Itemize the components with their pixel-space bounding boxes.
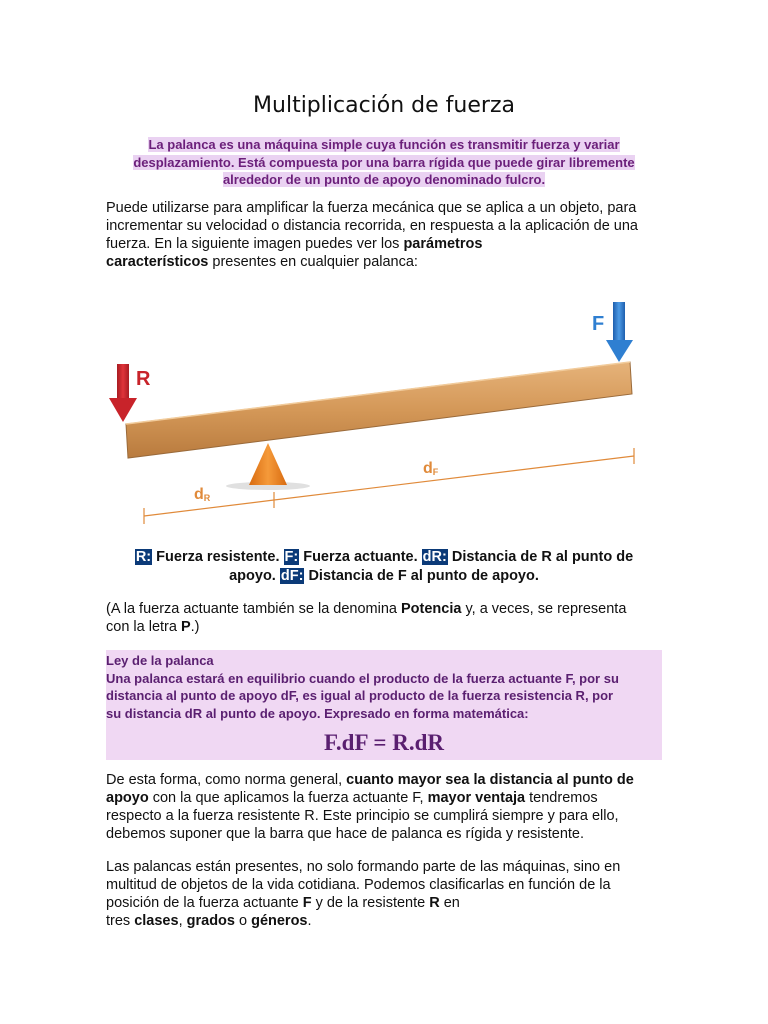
bold-term: clases xyxy=(134,913,179,929)
text-line: (A la fuerza actuante también se la denomina xyxy=(106,601,402,617)
text-line: posición de la fuerza actuante xyxy=(106,895,303,911)
acting-force-arrow xyxy=(606,302,633,362)
caption-text: Distancia de R al punto de xyxy=(447,549,634,565)
bold-term: parámetros xyxy=(403,236,483,252)
bold-term: F xyxy=(302,895,312,911)
intro-line: La palanca es una máquina simple cuya función es transmitir fuerza y variar xyxy=(148,137,620,152)
text-line: su distancia dR al punto de apoyo. Expresado en forma matemática: xyxy=(106,705,529,721)
mechanical-advantage-paragraph xyxy=(106,771,666,843)
bold-term: apoyo xyxy=(106,790,149,806)
bold-term: cuanto mayor sea la distancia al punto de xyxy=(346,772,634,788)
bold-term: P xyxy=(180,619,191,635)
text-line: , xyxy=(178,913,187,929)
bold-term: grados xyxy=(186,913,235,929)
tag-dr: dR: xyxy=(422,549,447,565)
text-line: con la que aplicamos la fuerza actuante F, xyxy=(148,790,428,806)
tag-df: dF: xyxy=(280,568,304,584)
bold-term: géneros xyxy=(251,913,308,929)
text-line: Puede utilizarse para amplificar la fuerza mecánica que se aplica a un objeto, para xyxy=(106,200,637,216)
resistant-force-arrow xyxy=(109,364,137,422)
text-line: fuerza. En la siguiente imagen puedes ver los xyxy=(106,236,404,252)
caption-text: Distancia de F al punto de apoyo. xyxy=(304,568,539,584)
lever-formula: F.dF = R.dR xyxy=(323,730,445,755)
lever-law-heading: Ley de la palanca xyxy=(106,653,214,668)
page-title: Multiplicación de fuerza xyxy=(253,93,515,118)
text-line: y de la resistente xyxy=(311,895,430,911)
intro-line: desplazamiento. Está compuesta por una barra rígida que puede girar libremente xyxy=(133,154,635,170)
fulcrum-triangle xyxy=(249,443,287,485)
label-dr: dR xyxy=(194,486,211,503)
intro-line: alrededor de un punto de apoyo denominado fulcro. xyxy=(222,172,546,187)
text-line: multitud de objetos de la vida cotidiana. Podemos clasificarlas en función de la xyxy=(106,877,611,893)
text-line: Las palancas están presentes, no solo formando parte de las máquinas, sino en xyxy=(106,859,621,875)
caption-text: Fuerza resistente. xyxy=(152,549,284,565)
caption-text: Fuerza actuante. xyxy=(299,549,422,565)
bold-term: mayor ventaja xyxy=(427,790,526,806)
lever-uses-paragraph xyxy=(106,199,666,271)
label-df: dF xyxy=(423,460,439,477)
lever-diagram xyxy=(104,294,664,538)
text-line: debemos suponer que la barra que hace de palanca es rígida y resistente. xyxy=(106,826,585,842)
text-line: Una palanca estará en equilibrio cuando el producto de la fuerza actuante F, por su xyxy=(106,670,619,686)
diagram-caption xyxy=(108,548,660,586)
text-line: . xyxy=(307,913,312,929)
bold-term: Potencia xyxy=(401,601,462,617)
label-r: R xyxy=(136,368,151,390)
text-line: respecto a la fuerza resistente R. Este principio se cumplirá siempre y para ello, xyxy=(106,808,619,824)
text-line: distancia al punto de apoyo dF, es igual al producto de la fuerza resistencia R, por xyxy=(106,688,614,703)
lever-beam xyxy=(126,362,632,458)
text-line: tres xyxy=(106,913,135,929)
bold-term: R xyxy=(429,895,440,911)
text-line: presentes en cualquier palanca: xyxy=(208,254,418,270)
text-line: con la letra xyxy=(106,619,181,635)
text-line: tendremos xyxy=(525,790,598,806)
intro-paragraph xyxy=(108,136,660,189)
tag-r: R: xyxy=(135,549,152,565)
caption-text: apoyo. xyxy=(229,568,280,584)
text-line: o xyxy=(234,913,252,929)
lever-classes-paragraph xyxy=(106,858,666,930)
text-line: y, a veces, se representa xyxy=(461,601,627,617)
text-line: De esta forma, como norma general, xyxy=(106,772,347,788)
lever-law-text xyxy=(106,652,662,722)
distance-lines xyxy=(144,448,634,524)
tag-f: F: xyxy=(284,549,299,565)
text-line: .) xyxy=(190,619,200,635)
label-f: F xyxy=(592,313,605,335)
text-line: incrementar su velocidad o distancia recorrida, en respuesta a la aplicación de una xyxy=(106,218,638,234)
text-line: en xyxy=(439,895,460,911)
bold-term: característicos xyxy=(106,254,209,270)
lever-law-box xyxy=(106,650,662,760)
potencia-note xyxy=(106,600,666,636)
